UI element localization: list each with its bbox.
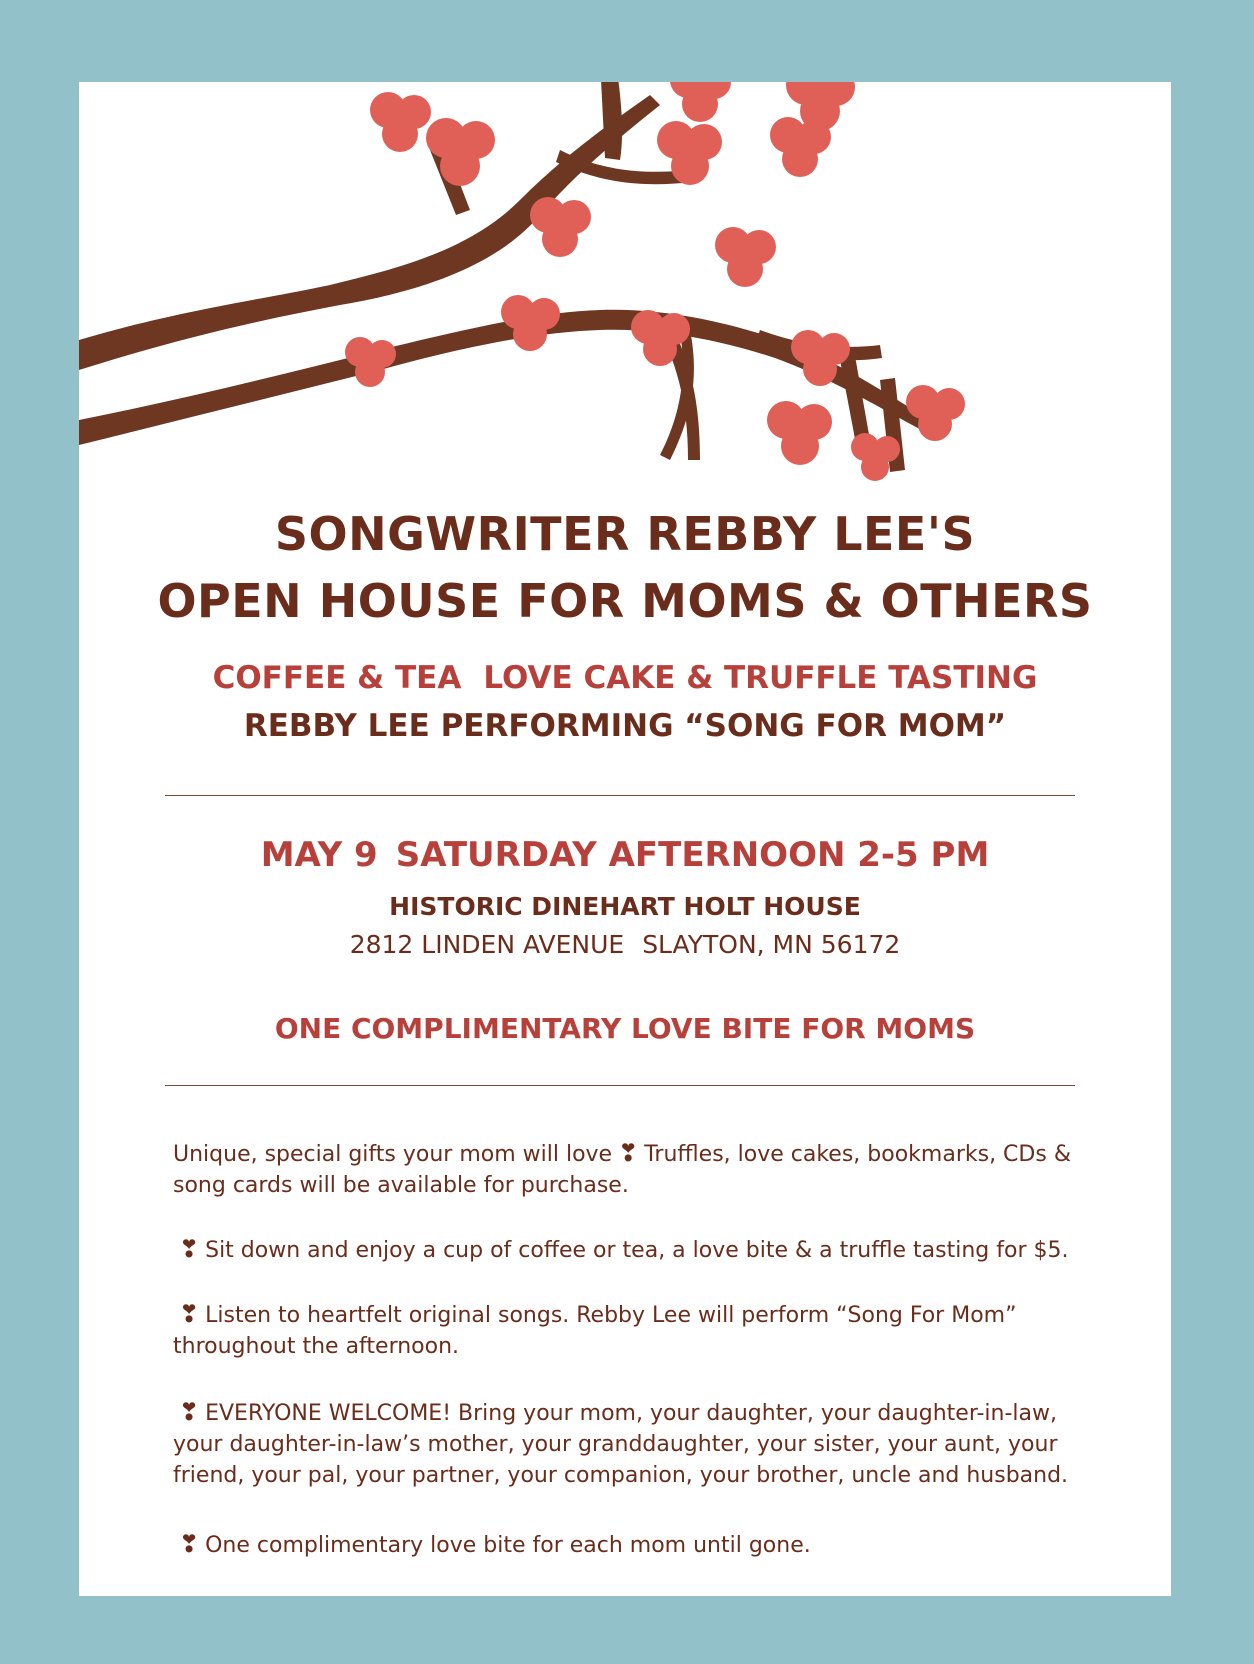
heart-icon: ❣: [179, 1530, 200, 1558]
details-gifts-lead: Unique, special gifts your mom will love: [173, 1142, 613, 1167]
details-welcome-text: EVERYONE WELCOME! Bring your mom, your daughter, your daughter-in-law, your daughter-in-law’s mother, your granddaughter, your sister, your aunt, your friend, your pal, your partner, your companion, your brother, uncle and husband.: [173, 1401, 1069, 1488]
heart-icon: ❣: [179, 1300, 200, 1328]
details-songs: [173, 1299, 1093, 1362]
heart-icon: ❣: [179, 1398, 200, 1426]
divider-top: [165, 795, 1075, 796]
details-seating-text: Sit down and enjoy a cup of coffee or tea, a love bite & a truffle tasting for $5.: [205, 1238, 1069, 1263]
divider-bottom: [165, 1085, 1075, 1086]
flyer: [79, 82, 1171, 1596]
event-venue: HISTORIC DINEHART HOLT HOUSE: [389, 892, 861, 921]
event-time: SATURDAY AFTERNOON 2-5 PM: [395, 835, 990, 875]
details-seating: [173, 1234, 1093, 1266]
details-songs-text: Listen to heartfelt original songs. Rebby Lee will perform “Song For Mom” throughout the afternoon.: [173, 1303, 1017, 1359]
performance-line: REBBY LEE PERFORMING “SONG FOR MOM”: [243, 708, 1007, 744]
event-street: 2812 LINDEN AVENUE: [349, 930, 625, 959]
complimentary-note: ONE COMPLIMENTARY LOVE BITE FOR MOMS: [274, 1012, 976, 1045]
details-love-bite-text: One complimentary love bite for each mom until gone.: [205, 1533, 811, 1558]
event-address: [79, 930, 1171, 959]
title-line-2: OPEN HOUSE FOR MOMS & OTHERS: [157, 574, 1093, 628]
details-gifts-list: Truffles, love cakes, bookmarks, CDs & song cards will be available for purchase.: [173, 1142, 1071, 1198]
title-line-1: SONGWRITER REBBY LEE'S: [274, 507, 976, 561]
heart-icon: ❣: [179, 1235, 200, 1263]
event-city: SLAYTON, MN 56172: [642, 930, 901, 959]
event-date: MAY 9: [260, 835, 378, 875]
event-date-time: [79, 835, 1171, 875]
details-love-bite: [173, 1529, 1093, 1561]
details-gifts: [173, 1138, 1093, 1201]
blossom-branch-illustration: [79, 82, 1171, 560]
details-welcome: [173, 1397, 1093, 1491]
offering-coffee-tea: COFFEE & TEA: [212, 660, 462, 696]
heart-icon: ❣: [618, 1139, 639, 1167]
offering-cake-truffle: LOVE CAKE & TRUFFLE TASTING: [483, 660, 1038, 696]
offerings-line: [79, 660, 1171, 696]
